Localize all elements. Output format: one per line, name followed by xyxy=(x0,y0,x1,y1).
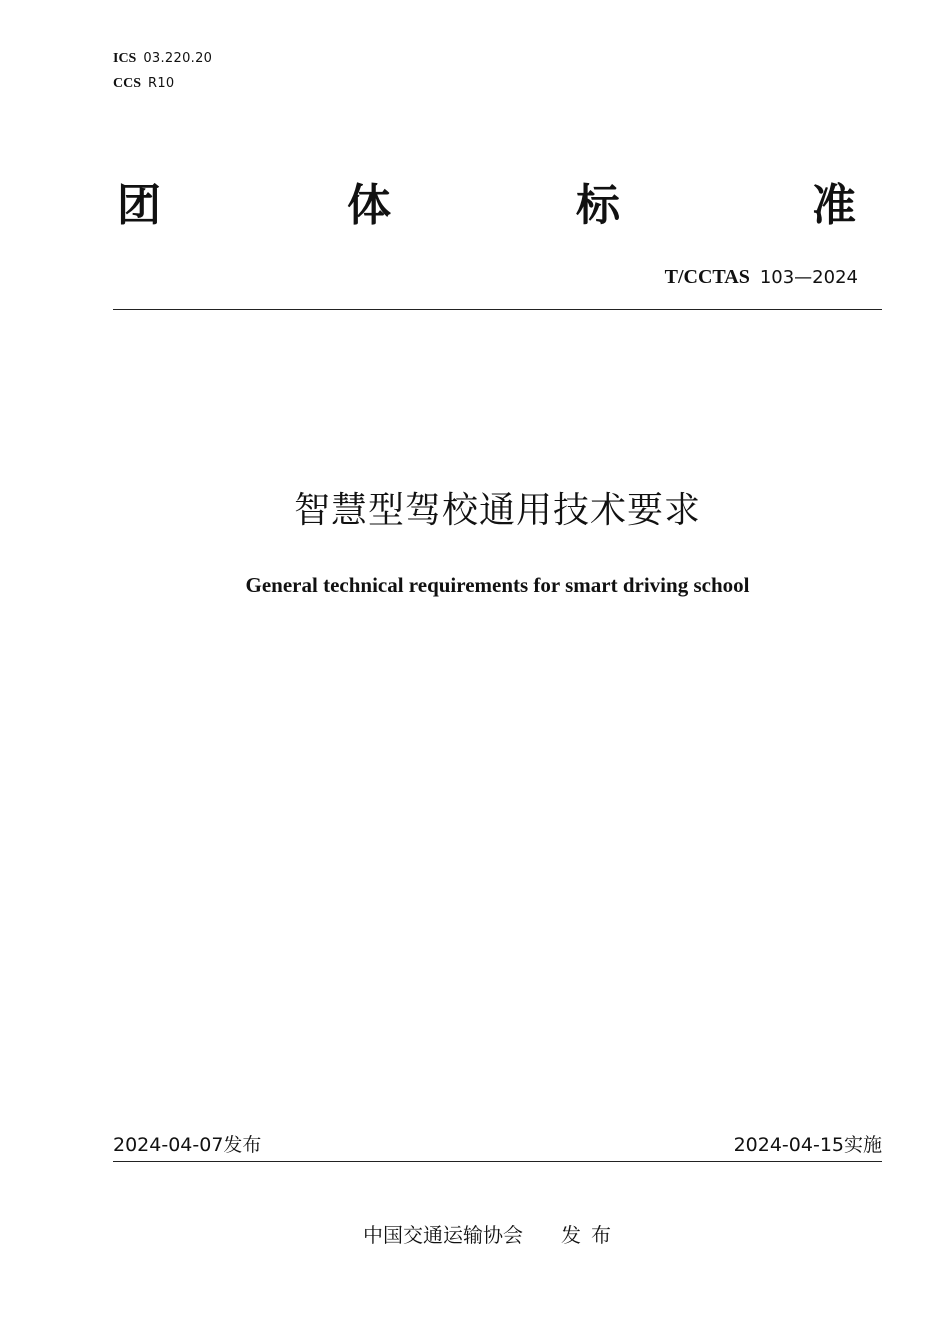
publisher-org: 中国交通运输协会 xyxy=(363,1223,523,1247)
header-rule xyxy=(113,309,882,310)
standard-code-prefix: T/CCTAS xyxy=(664,266,750,288)
publisher xyxy=(363,1221,621,1249)
ics-value: 03.220.20 xyxy=(143,51,213,66)
footer-rule xyxy=(113,1161,882,1162)
ics-label: ICS xyxy=(113,51,137,66)
ics-line xyxy=(113,51,212,67)
standard-code xyxy=(665,264,858,291)
title-chinese: 智慧型驾校通用技术要求 xyxy=(293,490,701,531)
standard-type-char-2: 体 xyxy=(347,180,391,231)
publisher-action: 发布 xyxy=(561,1223,621,1247)
ccs-value: R10 xyxy=(148,76,175,91)
implementation-date: 2024-04-15实施 xyxy=(733,1134,882,1156)
standard-type-char-3: 标 xyxy=(576,180,620,231)
ccs-label: CCS xyxy=(113,76,142,91)
standard-type-char-4: 准 xyxy=(812,180,856,231)
release-date: 2024-04-07发布 xyxy=(113,1134,262,1156)
ccs-line xyxy=(113,76,175,92)
standard-code-number: 103—2024 xyxy=(759,267,858,288)
title-english: General technical requirements for smart driving school xyxy=(245,573,750,597)
standard-type-char-1: 团 xyxy=(117,180,161,231)
